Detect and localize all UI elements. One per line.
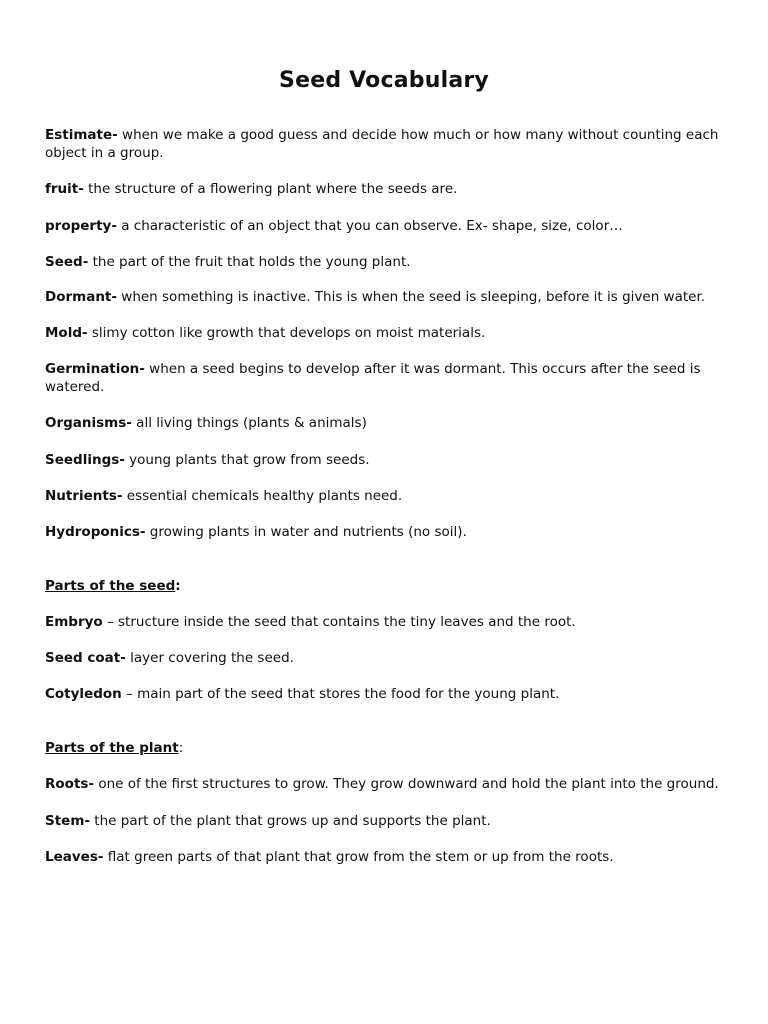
vocab-definition: essential chemicals healthy plants need.	[122, 488, 403, 504]
vocab-entry-nutrients	[45, 487, 725, 505]
seed-parts-heading	[45, 577, 725, 595]
vocab-term: Embryo	[45, 614, 103, 630]
vocab-definition: when something is inactive. This is when the seed is sleeping, before it is given water.	[116, 289, 706, 305]
vocab-definition: growing plants in water and nutrients (no soil).	[145, 524, 467, 540]
section-heading: Parts of the plant	[45, 740, 179, 756]
page-title: Seed Vocabulary	[279, 68, 489, 93]
heading-colon: :	[178, 740, 184, 756]
plant-parts-heading	[45, 739, 725, 757]
vocab-entry-seed	[45, 253, 725, 271]
vocab-entry-mold	[45, 324, 725, 342]
vocab-term: Estimate-	[45, 127, 118, 143]
vocab-term: Nutrients-	[45, 488, 123, 504]
section-heading: Parts of the seed	[45, 578, 176, 594]
vocab-term: Dormant-	[45, 289, 117, 305]
vocab-definition: all living things (plants & animals)	[131, 415, 367, 431]
vocab-term: Seed coat-	[45, 650, 126, 666]
plant-part-stem	[45, 812, 725, 830]
vocab-definition: one of the first structures to grow. They grow downward and hold the plant into the ground.	[94, 776, 719, 792]
vocab-term: Seedlings-	[45, 452, 125, 468]
vocab-definition: flat green parts of that plant that grow from the stem or up from the roots.	[103, 849, 614, 865]
vocab-entry-property	[45, 217, 725, 235]
vocab-definition: when a seed begins to develop after it was dormant. This occurs after the seed is watered.	[45, 361, 701, 395]
vocab-term: Mold-	[45, 325, 88, 341]
plant-part-roots	[45, 775, 725, 793]
vocab-entry-organisms	[45, 414, 725, 432]
vocab-entry-hydroponics	[45, 523, 725, 541]
vocab-definition: young plants that grow from seeds.	[124, 452, 370, 468]
seed-part-seed-coat	[45, 649, 725, 667]
vocab-entry-seedlings	[45, 451, 725, 469]
vocab-definition: the part of the plant that grows up and supports the plant.	[90, 813, 491, 829]
vocab-entry-dormant	[45, 288, 725, 306]
vocab-term: Germination-	[45, 361, 145, 377]
vocab-definition: – structure inside the seed that contains the tiny leaves and the root.	[102, 614, 576, 630]
seed-part-cotyledon	[45, 685, 725, 703]
plant-part-leaves	[45, 848, 725, 866]
vocab-term: Leaves-	[45, 849, 104, 865]
vocab-definition: when we make a good guess and decide how much or how many without counting each object in a group.	[45, 127, 719, 161]
vocab-definition: – main part of the seed that stores the food for the young plant.	[121, 686, 560, 702]
vocab-entry-estimate	[45, 126, 725, 162]
vocab-term: Roots-	[45, 776, 95, 792]
vocab-definition: slimy cotton like growth that develops on moist materials.	[87, 325, 486, 341]
vocab-entry-fruit	[45, 180, 725, 198]
vocab-term: fruit-	[45, 181, 84, 197]
vocab-term: Hydroponics-	[45, 524, 146, 540]
seed-part-embryo	[45, 613, 725, 631]
vocab-term: Cotyledon	[45, 686, 122, 702]
vocab-definition: the structure of a flowering plant where the seeds are.	[83, 181, 458, 197]
vocab-term: property-	[45, 218, 117, 234]
vocab-definition: a characteristic of an object that you can observe. Ex- shape, size, color…	[116, 218, 623, 234]
vocab-term: Organisms-	[45, 415, 132, 431]
vocab-term: Stem-	[45, 813, 91, 829]
vocab-entry-germination	[45, 360, 725, 396]
heading-colon: :	[175, 578, 181, 594]
vocab-term: Seed-	[45, 254, 89, 270]
vocab-definition: the part of the fruit that holds the young plant.	[88, 254, 411, 270]
vocab-definition: layer covering the seed.	[125, 650, 294, 666]
